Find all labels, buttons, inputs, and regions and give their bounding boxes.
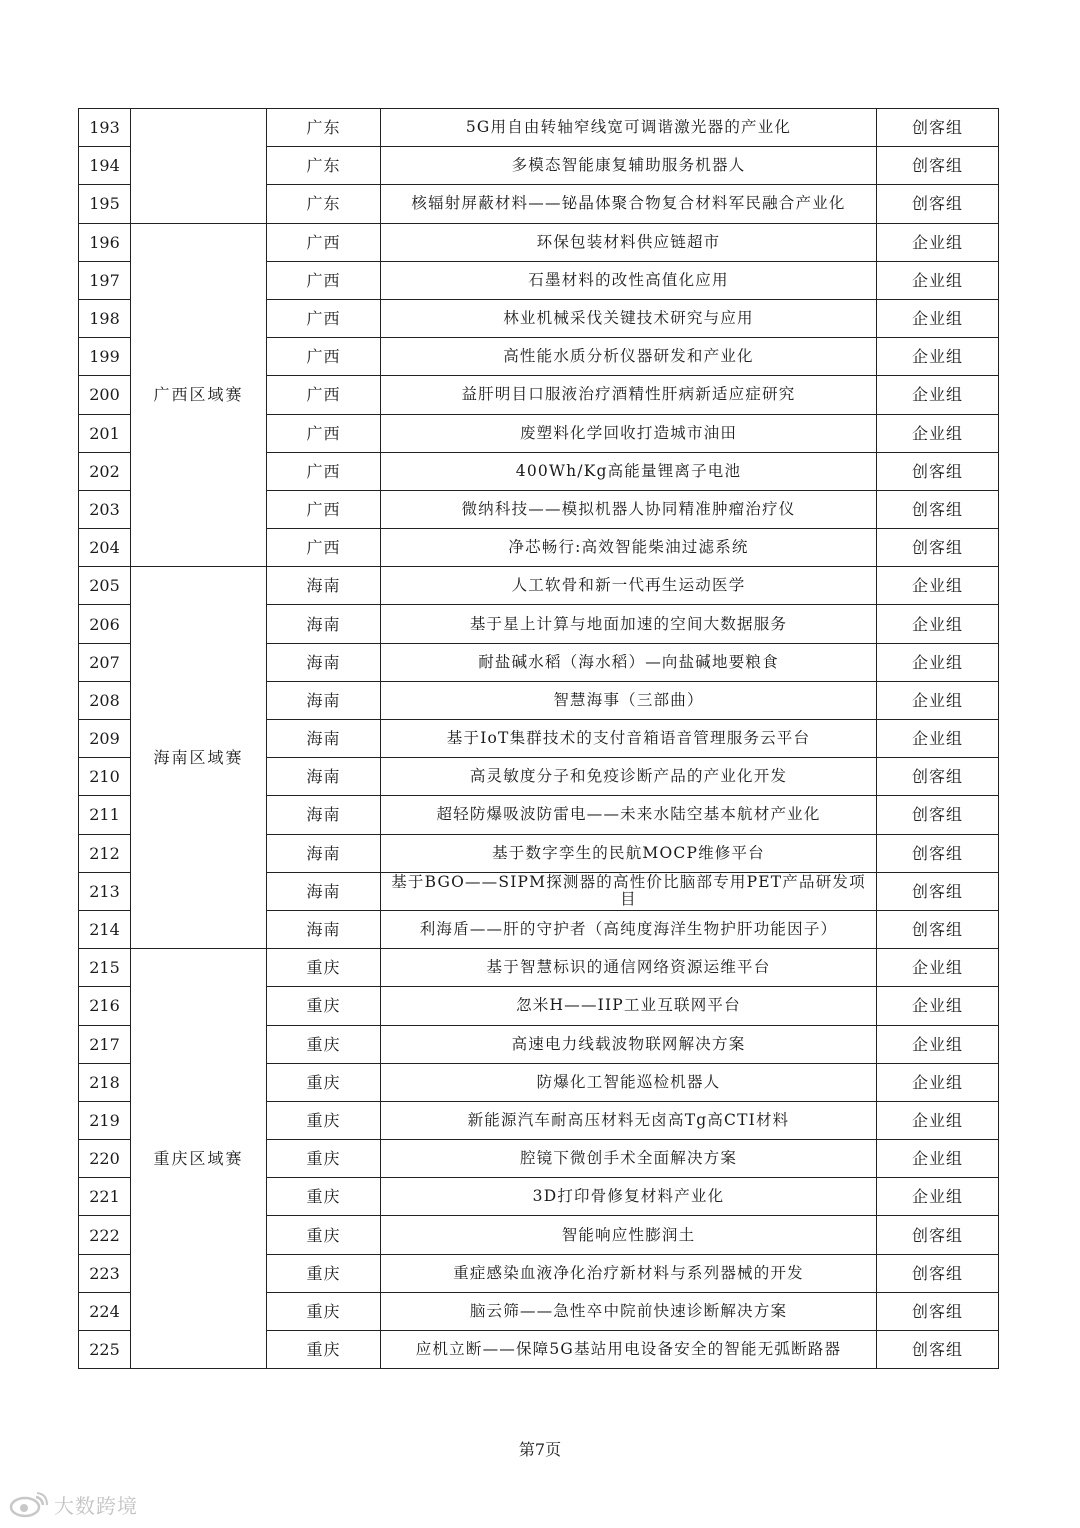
table-row bbox=[79, 949, 999, 987]
project-name-cell: 益肝明目口服液治疗酒精性肝病新适应症研究 bbox=[381, 376, 877, 414]
group-cell: 创客组 bbox=[877, 109, 999, 147]
table-row bbox=[79, 223, 999, 261]
province-cell: 海南 bbox=[267, 910, 381, 948]
project-name-cell: 高灵敏度分子和免疫诊断产品的产业化开发 bbox=[381, 758, 877, 796]
project-name-cell: 核辐射屏蔽材料——铋晶体聚合物复合材料军民融合产业化 bbox=[381, 185, 877, 223]
group-cell: 企业组 bbox=[877, 1178, 999, 1216]
province-cell: 广西 bbox=[267, 299, 381, 337]
project-name-cell: 应机立断——保障5G基站用电设备安全的智能无弧断路器 bbox=[381, 1331, 877, 1369]
group-cell: 创客组 bbox=[877, 796, 999, 834]
project-name-cell: 高性能水质分析仪器研发和产业化 bbox=[381, 338, 877, 376]
watermark bbox=[8, 1490, 138, 1519]
row-number-cell: 223 bbox=[79, 1254, 131, 1292]
province-cell: 广西 bbox=[267, 338, 381, 376]
row-number-cell: 193 bbox=[79, 109, 131, 147]
group-cell: 创客组 bbox=[877, 910, 999, 948]
group-cell: 创客组 bbox=[877, 490, 999, 528]
group-cell: 企业组 bbox=[877, 949, 999, 987]
province-cell: 海南 bbox=[267, 720, 381, 758]
row-number-cell: 205 bbox=[79, 567, 131, 605]
province-cell: 海南 bbox=[267, 567, 381, 605]
group-cell: 企业组 bbox=[877, 299, 999, 337]
province-cell: 广西 bbox=[267, 452, 381, 490]
province-cell: 重庆 bbox=[267, 1331, 381, 1369]
watermark-text: 大数跨境 bbox=[54, 1494, 138, 1518]
results-table bbox=[78, 108, 999, 1369]
project-name-cell: 新能源汽车耐高压材料无卤高Tg高CTI材料 bbox=[381, 1101, 877, 1139]
province-cell: 海南 bbox=[267, 681, 381, 719]
table-row bbox=[79, 109, 999, 147]
group-cell: 企业组 bbox=[877, 414, 999, 452]
project-name-cell: 利海盾——肝的守护者（高纯度海洋生物护肝功能因子） bbox=[381, 910, 877, 948]
group-cell: 企业组 bbox=[877, 261, 999, 299]
group-cell: 创客组 bbox=[877, 1254, 999, 1292]
province-cell: 广西 bbox=[267, 490, 381, 528]
group-cell: 企业组 bbox=[877, 720, 999, 758]
project-name-cell: 基于智慧标识的通信网络资源运维平台 bbox=[381, 949, 877, 987]
row-number-cell: 206 bbox=[79, 605, 131, 643]
row-number-cell: 195 bbox=[79, 185, 131, 223]
province-cell: 广西 bbox=[267, 261, 381, 299]
group-cell: 企业组 bbox=[877, 376, 999, 414]
project-name-cell: 高速电力线载波物联网解决方案 bbox=[381, 1025, 877, 1063]
group-cell: 创客组 bbox=[877, 872, 999, 910]
row-number-cell: 202 bbox=[79, 452, 131, 490]
project-name-cell: 3D打印骨修复材料产业化 bbox=[381, 1178, 877, 1216]
row-number-cell: 216 bbox=[79, 987, 131, 1025]
row-number-cell: 199 bbox=[79, 338, 131, 376]
project-name-cell: 基于数字孪生的民航MOCP维修平台 bbox=[381, 834, 877, 872]
project-name-cell: 废塑料化学回收打造城市油田 bbox=[381, 414, 877, 452]
province-cell: 重庆 bbox=[267, 1254, 381, 1292]
weibo-eye-icon bbox=[8, 1492, 48, 1518]
row-number-cell: 210 bbox=[79, 758, 131, 796]
row-number-cell: 221 bbox=[79, 1178, 131, 1216]
province-cell: 海南 bbox=[267, 872, 381, 910]
project-name-cell: 重症感染血液净化治疗新材料与系列器械的开发 bbox=[381, 1254, 877, 1292]
region-cell: 广西区域赛 bbox=[131, 223, 267, 567]
group-cell: 企业组 bbox=[877, 1101, 999, 1139]
row-number-cell: 198 bbox=[79, 299, 131, 337]
group-cell: 创客组 bbox=[877, 529, 999, 567]
row-number-cell: 208 bbox=[79, 681, 131, 719]
province-cell: 广西 bbox=[267, 223, 381, 261]
province-cell: 重庆 bbox=[267, 1178, 381, 1216]
project-name-cell: 基于星上计算与地面加速的空间大数据服务 bbox=[381, 605, 877, 643]
project-name-cell: 净芯畅行:高效智能柴油过滤系统 bbox=[381, 529, 877, 567]
region-cell bbox=[131, 109, 267, 224]
group-cell: 企业组 bbox=[877, 681, 999, 719]
group-cell: 创客组 bbox=[877, 185, 999, 223]
row-number-cell: 194 bbox=[79, 147, 131, 185]
group-cell: 企业组 bbox=[877, 1025, 999, 1063]
project-name-cell: 人工软骨和新一代再生运动医学 bbox=[381, 567, 877, 605]
group-cell: 创客组 bbox=[877, 1216, 999, 1254]
project-name-cell: 智能响应性膨润土 bbox=[381, 1216, 877, 1254]
row-number-cell: 200 bbox=[79, 376, 131, 414]
province-cell: 广东 bbox=[267, 109, 381, 147]
province-cell: 重庆 bbox=[267, 1140, 381, 1178]
row-number-cell: 215 bbox=[79, 949, 131, 987]
table-row bbox=[79, 567, 999, 605]
project-name-cell: 防爆化工智能巡检机器人 bbox=[381, 1063, 877, 1101]
project-name-cell: 基于BGO——SIPM探测器的高性价比脑部专用PET产品研发项目 bbox=[381, 872, 877, 910]
group-cell: 企业组 bbox=[877, 223, 999, 261]
province-cell: 广东 bbox=[267, 185, 381, 223]
province-cell: 海南 bbox=[267, 605, 381, 643]
group-cell: 创客组 bbox=[877, 834, 999, 872]
project-name-cell: 环保包装材料供应链超市 bbox=[381, 223, 877, 261]
project-name-cell: 腔镜下微创手术全面解决方案 bbox=[381, 1140, 877, 1178]
group-cell: 企业组 bbox=[877, 1063, 999, 1101]
row-number-cell: 203 bbox=[79, 490, 131, 528]
province-cell: 广西 bbox=[267, 414, 381, 452]
group-cell: 企业组 bbox=[877, 987, 999, 1025]
group-cell: 创客组 bbox=[877, 1331, 999, 1369]
row-number-cell: 207 bbox=[79, 643, 131, 681]
province-cell: 海南 bbox=[267, 796, 381, 834]
row-number-cell: 214 bbox=[79, 910, 131, 948]
group-cell: 创客组 bbox=[877, 147, 999, 185]
row-number-cell: 218 bbox=[79, 1063, 131, 1101]
project-name-cell: 超轻防爆吸波防雷电——未来水陆空基本航材产业化 bbox=[381, 796, 877, 834]
group-cell: 企业组 bbox=[877, 1140, 999, 1178]
row-number-cell: 225 bbox=[79, 1331, 131, 1369]
province-cell: 广西 bbox=[267, 376, 381, 414]
province-cell: 广东 bbox=[267, 147, 381, 185]
province-cell: 重庆 bbox=[267, 1101, 381, 1139]
project-name-cell: 林业机械采伐关键技术研究与应用 bbox=[381, 299, 877, 337]
results-table-body bbox=[79, 109, 999, 1369]
group-cell: 创客组 bbox=[877, 1292, 999, 1330]
province-cell: 重庆 bbox=[267, 1216, 381, 1254]
row-number-cell: 219 bbox=[79, 1101, 131, 1139]
page-number: 第7页 bbox=[518, 1440, 562, 1459]
row-number-cell: 222 bbox=[79, 1216, 131, 1254]
group-cell: 企业组 bbox=[877, 605, 999, 643]
province-cell: 重庆 bbox=[267, 987, 381, 1025]
province-cell: 海南 bbox=[267, 643, 381, 681]
row-number-cell: 197 bbox=[79, 261, 131, 299]
row-number-cell: 209 bbox=[79, 720, 131, 758]
project-name-cell: 基于IoT集群技术的支付音箱语音管理服务云平台 bbox=[381, 720, 877, 758]
project-name-cell: 微纳科技——模拟机器人协同精准肿瘤治疗仪 bbox=[381, 490, 877, 528]
group-cell: 创客组 bbox=[877, 452, 999, 490]
project-name-cell: 脑云筛——急性卒中院前快速诊断解决方案 bbox=[381, 1292, 877, 1330]
region-cell: 海南区域赛 bbox=[131, 567, 267, 949]
project-name-cell: 石墨材料的改性高值化应用 bbox=[381, 261, 877, 299]
project-name-cell: 5G用自由转轴窄线宽可调谐激光器的产业化 bbox=[381, 109, 877, 147]
province-cell: 重庆 bbox=[267, 949, 381, 987]
project-name-cell: 忽米H——IIP工业互联网平台 bbox=[381, 987, 877, 1025]
region-cell: 重庆区域赛 bbox=[131, 949, 267, 1369]
row-number-cell: 201 bbox=[79, 414, 131, 452]
group-cell: 企业组 bbox=[877, 643, 999, 681]
project-name-cell: 智慧海事（三部曲） bbox=[381, 681, 877, 719]
row-number-cell: 217 bbox=[79, 1025, 131, 1063]
province-cell: 海南 bbox=[267, 758, 381, 796]
row-number-cell: 213 bbox=[79, 872, 131, 910]
project-name-cell: 耐盐碱水稻（海水稻）—向盐碱地要粮食 bbox=[381, 643, 877, 681]
group-cell: 企业组 bbox=[877, 338, 999, 376]
project-name-cell: 400Wh/Kg高能量锂离子电池 bbox=[381, 452, 877, 490]
row-number-cell: 204 bbox=[79, 529, 131, 567]
province-cell: 重庆 bbox=[267, 1063, 381, 1101]
row-number-cell: 212 bbox=[79, 834, 131, 872]
province-cell: 重庆 bbox=[267, 1025, 381, 1063]
project-name-cell: 多模态智能康复辅助服务机器人 bbox=[381, 147, 877, 185]
group-cell: 企业组 bbox=[877, 567, 999, 605]
row-number-cell: 211 bbox=[79, 796, 131, 834]
province-cell: 海南 bbox=[267, 834, 381, 872]
row-number-cell: 224 bbox=[79, 1292, 131, 1330]
province-cell: 广西 bbox=[267, 529, 381, 567]
group-cell: 创客组 bbox=[877, 758, 999, 796]
row-number-cell: 220 bbox=[79, 1140, 131, 1178]
province-cell: 重庆 bbox=[267, 1292, 381, 1330]
row-number-cell: 196 bbox=[79, 223, 131, 261]
